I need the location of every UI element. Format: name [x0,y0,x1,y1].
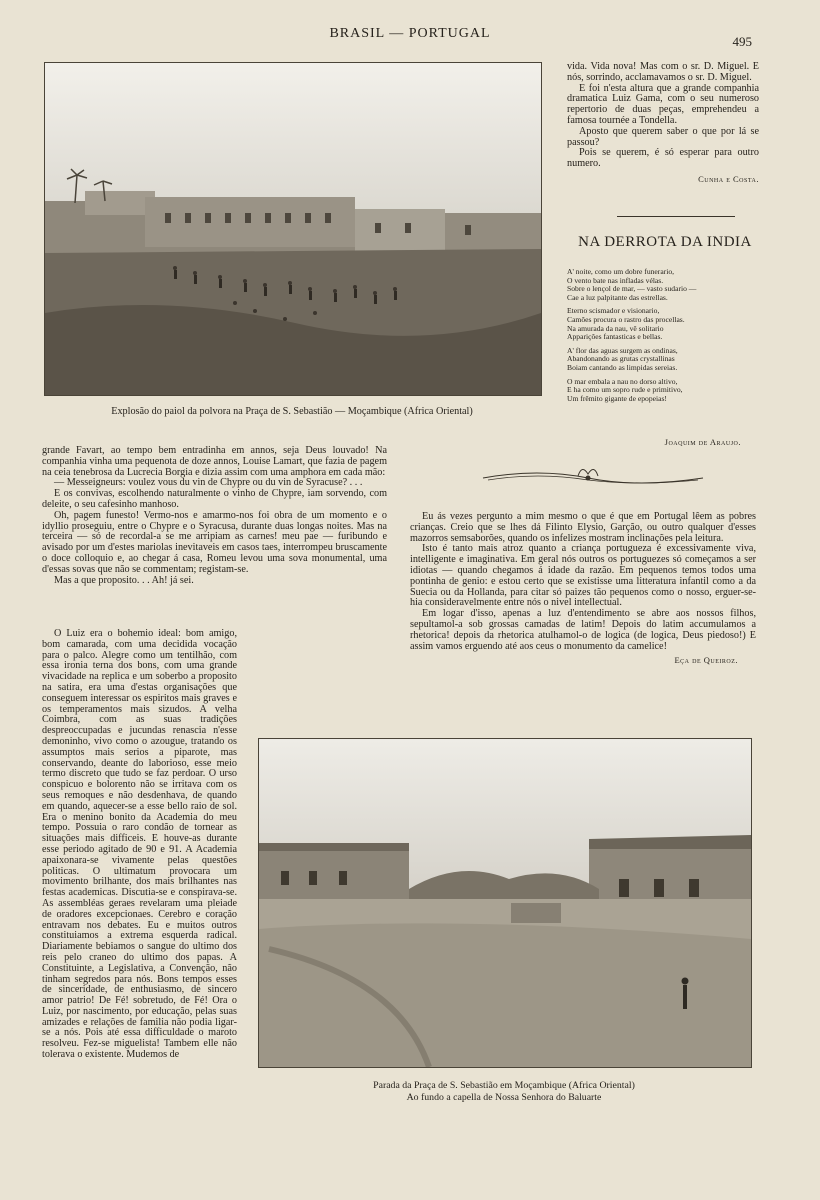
article-eca-de-queiroz [410,512,756,666]
poem-line: Sobre o lençol de mar, — vasto sudario — [567,284,697,294]
paragraph: E os convivas, escolhendo naturalmente o vinho de Chypre, iam sorvendo, com deleite, o seu cafesinho manhoso. [42,488,387,510]
poem-line: Cae a luz palpitante das estrellas. [567,292,668,302]
poem-line: Um frêmito gigante de epopeias! [567,393,667,403]
poem-line: E ha como um sopro rude e primitivo, [567,385,683,395]
signature-eca-queiroz: Eça de Queiroz. [674,655,738,666]
poem-line: Eterno scismador e visionario, [567,306,660,316]
paragraph: Mas a que proposito. . . Ah! já sei. [54,574,194,586]
photo-explosion-image [45,63,541,395]
photo-explosion-caption: Explosão do paiol da polvora na Praça de S. Sebastião — Moçambique (Africa Oriental) [111,406,473,417]
photo-parade-ground [258,738,752,1068]
photo-explosion [44,62,542,396]
poem-stanza [567,268,763,302]
poem-stanza [567,307,763,341]
poem-line: O vento bate nas infladas vélas. [567,275,664,285]
poem-line: Boiam cantando as limpidas sereias. [567,362,678,372]
paragraph: Isto é tanto mais atroz quanto a criança portugueza é excessivamente viva, intelligente e imaginativa. Em geral nós outros os portuguezes só começamos a ser idiotas — quando chegamos á idade da razão. Em pequenos temos todos uma pontinha de genio: e estou certo que se existisse uma litteratura infantil como a da Suecia ou da Hollanda, para citar só paizes tão pequenos como o nosso, erguer-se-hia consideravelmente entre nós o nivel intellectual. [410,543,756,609]
paragraph: vida. Vida nova! Mas com o sr. D. Miguel. E nós, sorrindo, acclamavamos o sr. D. Miguel. [567,61,759,83]
photo-parade-ground-image [259,739,751,1067]
paragraph: E foi n'esta altura que a grande companhia dramatica Luiz Gama, com o seu numeroso repertorio de duas peças, emprehendeu a famosa tournée a Tondella. [567,82,759,126]
paragraph: grande Favart, ao tempo bem entradinha em annos, seja Deus louvado! Na companhia vinha uma pequenota de doze annos, Louise Lamart, que fazia de pagem na ceia tenebrosa da Lucrecia Borgia e dizia assim com uma amphora em cada mão: [42,445,387,478]
paragraph: Oh, pagem funesto! Vermo-nos e amarmo-nos foi obra de um momento e o idyllio proseguiu, entre o Chypre e o Syracusa, durante duas longas noites. Mas na terceira — só de recordal-a se me arripiam as carnes! meu pae — furibundo e avisado por um d'estes mariolas inevitaveis em casos taes, interrompeu bruscamente o doce colloquio e, ao chegar á casa, Romeu levou uma sova monumental, uma d'essas sovas que não se commentam; registam-se. [42,509,387,575]
poem-line: Abandonando as grutas crystallinas [567,354,675,364]
poem-line: A' flor das aguas surgem as ondinas, [567,345,678,355]
poem-line: Na amurada da nau, vê solitario [567,323,664,333]
poem-line: O mar embala a nau no dorso altivo, [567,376,678,386]
poem-body [567,268,763,408]
paragraph: O Luiz era o bohemio ideal: bom amigo, bom camarada, com uma decidida vocação para o palco. Alegre como um tentilhão, com essa ironia terna dos bons, com uma grande vivacidade na replica e um soberbo a proposito na satira, era uma d'estas organisações que conseguem interessar os espiritos mais graves e os temperamentos mais sizudos. A velha Coimbra, com as suas tradições despreoccupadas e jucundas renascia n'esse demoninho, vivo como o azougue, tratando os assumptos mais serios a piparote, mas conservando, deante do laborioso, esse meio termo discreto que tudo se faz perdoar. O urso conspicuo e bolorento não se irritava com os seus remoques e não desdenhava, de quando em quando, aquecer-se a esse bello raio de sol. Era o menino bonito da Academia do meu tempo. Possuia o raro condão de tornear as situações mais difficeis. E houve-as durante esse periodo agitado de 90 e 91. A Academia apaixonara-se vivamente pelas questões politicas. O ultimatum provocara um movimento brilhante, dos mais brilhantes nas festas academicas. Discutia-se e conspirava-se. As assembléas geraes revelaram uma pleiade de oradores excepcionaes. Cerebro e coração entravam nos debates. Eu e muitos outros constituiamos a extrema esquerda radical. Diariamente bebiamos o sangue do ultimo dos reis pelo craneo do ultimo dos papas. A Constituinte, a Legislativa, a Convenção, não tinham segredos para nós. Bons tempos esses de sinceridade, de enthusiasmo, de sincero amor patrio! De Fé! sobretudo, de Fé! Ora o Luiz, por nascimento, por educação, pelas suas amizades e relações de familia não podia ligar-se a nós. Pois até essa difficuldade o maroto resolveu. Fez-se miguelista! Tambem elle não tolerava o existente. Mudemos de [42,629,387,1061]
poem-author: Joaquim de Araujo. [664,437,741,447]
article-continuation-cunha [567,62,759,185]
section-divider [617,216,735,217]
poem-title: NA DERROTA DA INDIA [578,234,752,250]
poem-stanza [567,347,763,373]
page-header [0,26,820,49]
paragraph: — Messeigneurs: voulez vous du vin de Chypre ou du vin de Syracuse? . . . [54,477,363,489]
photo-parade-caption-line2: Ao fundo a capella de Nossa Senhora do Baluarte [406,1092,602,1103]
poem-line: A' noite, como um dobre funerario, [567,267,675,276]
poem-line: Apparições fantasticas e bellas. [567,332,663,342]
paragraph: Aposto que querem saber o que por lá se passou? [567,125,759,148]
paragraph: Eu ás vezes pergunto a mim mesmo o que é que em Portugal lêem as pobres crianças. Creio que se lhes dá Filinto Elysio, Garção, ou outro qualquer d'esses mazorros semsaborões, quando os infelizes mostram inclinações pela leitura. [410,511,756,544]
poem-stanza [567,378,763,404]
page-number: 495 [732,34,752,49]
paragraph: Pois se querem, é só esperar para outro numero. [567,147,759,170]
ornament-divider [478,460,708,490]
photo-parade-caption-line1: Parada da Praça de S. Sebastião em Moçambique (Africa Oriental) [373,1080,635,1091]
article-main-left [42,446,387,586]
poem-line: Camões procura o rastro das procellas. [567,314,685,324]
journal-title: BRASIL — PORTUGAL [329,26,491,41]
paragraph: Em logar d'isso, apenas a luz d'entendimento se abre aos nossos filhos, sepultamol-a sob grossas camadas de latim! Depois do latim accumulamos a rhetorica! depois da rhetorica atulhamol-o de logica (de logica, Deus piedoso!) E assim vamos erguendo até aos ceus o monumento da camelice! [410,608,756,652]
signature-cunha-costa: Cunha e Costa. [698,173,759,184]
